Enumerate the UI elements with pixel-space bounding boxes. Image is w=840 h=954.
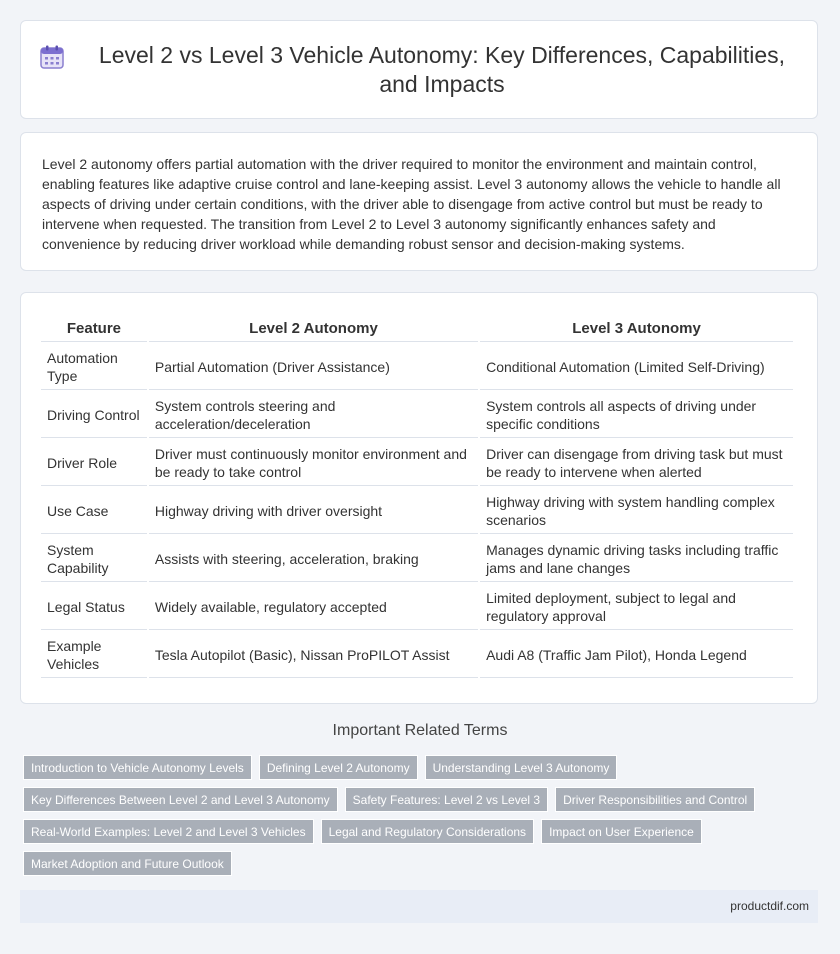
related-term-tag[interactable]: Market Adoption and Future Outlook xyxy=(23,851,232,876)
related-terms-title: Important Related Terms xyxy=(332,722,508,739)
feature-cell: Driving Control xyxy=(41,392,147,438)
table-row xyxy=(41,632,793,678)
level-3-cell: Manages dynamic driving tasks including traffic jams and lane changes xyxy=(480,536,793,582)
feature-cell: Example Vehicles xyxy=(41,632,147,678)
level-3-cell: Limited deployment, subject to legal and regulatory approval xyxy=(480,584,793,630)
feature-cell: Legal Status xyxy=(41,584,147,630)
comparison-table-card xyxy=(20,292,818,704)
related-term-tag[interactable]: Impact on User Experience xyxy=(541,819,702,844)
related-term-tag[interactable]: Understanding Level 3 Autonomy xyxy=(425,755,618,780)
level-3-cell: Highway driving with system handling complex scenarios xyxy=(480,488,793,534)
feature-cell: Use Case xyxy=(41,488,147,534)
level-3-cell: Conditional Automation (Limited Self-Driving) xyxy=(480,344,793,390)
level-2-cell: Highway driving with driver oversight xyxy=(149,488,478,534)
feature-cell: System Capability xyxy=(41,536,147,582)
table-row xyxy=(41,488,793,534)
related-term-tag[interactable]: Key Differences Between Level 2 and Level 3 Autonomy xyxy=(23,787,338,812)
level-3-cell: System controls all aspects of driving under specific conditions xyxy=(480,392,793,438)
related-term-tag[interactable]: Legal and Regulatory Considerations xyxy=(321,819,534,844)
page-title: Level 2 vs Level 3 Vehicle Autonomy: Key Differences, Capabilities, and Impacts xyxy=(98,41,786,97)
level-2-cell: Driver must continuously monitor environment and be ready to take control xyxy=(149,440,478,486)
table-row xyxy=(41,584,793,630)
feature-cell: Automation Type xyxy=(41,344,147,390)
level-2-cell: Partial Automation (Driver Assistance) xyxy=(149,344,478,390)
level-2-cell: Assists with steering, acceleration, braking xyxy=(149,536,478,582)
table-row xyxy=(41,344,793,390)
related-terms-list xyxy=(23,755,813,876)
related-term-tag[interactable]: Defining Level 2 Autonomy xyxy=(259,755,418,780)
table-row xyxy=(41,392,793,438)
header-level-2: Level 2 Autonomy xyxy=(149,315,478,342)
comparison-table xyxy=(39,313,795,680)
related-term-tag[interactable]: Safety Features: Level 2 vs Level 3 xyxy=(345,787,548,812)
related-term-tag[interactable]: Driver Responsibilities and Control xyxy=(555,787,755,812)
header-card xyxy=(20,20,818,119)
table-header-row xyxy=(41,315,793,342)
header-level-3: Level 3 Autonomy xyxy=(480,315,793,342)
header xyxy=(39,41,799,99)
level-2-cell: Tesla Autopilot (Basic), Nissan ProPILOT Assist xyxy=(149,632,478,678)
footer-site-link[interactable]: productdif.com xyxy=(730,899,809,913)
related-term-tag[interactable]: Real-World Examples: Level 2 and Level 3 Vehicles xyxy=(23,819,314,844)
intro-paragraph: Level 2 autonomy offers partial automation with the driver required to monitor the environment and maintain control, enabling features like adaptive cruise control and lane-keeping assist. Level 3 autonomy allows the vehicle to handle all aspects of driving under certain conditions, with the driver able to disengage from active control but must be ready to intervene when requested. The transition from Level 2 to Level 3 autonomy significantly enhances safety and convenience by reducing driver workload while demanding robust sensor and decision-making systems. xyxy=(42,156,781,252)
table-row xyxy=(41,440,793,486)
table-row xyxy=(41,536,793,582)
related-term-tag[interactable]: Introduction to Vehicle Autonomy Levels xyxy=(23,755,252,780)
calendar-icon xyxy=(39,44,65,70)
intro-card xyxy=(20,132,818,271)
footer xyxy=(20,890,818,923)
level-2-cell: System controls steering and acceleration/deceleration xyxy=(149,392,478,438)
level-3-cell: Audi A8 (Traffic Jam Pilot), Honda Legend xyxy=(480,632,793,678)
feature-cell: Driver Role xyxy=(41,440,147,486)
header-feature: Feature xyxy=(41,315,147,342)
level-3-cell: Driver can disengage from driving task but must be ready to intervene when alerted xyxy=(480,440,793,486)
level-2-cell: Widely available, regulatory accepted xyxy=(149,584,478,630)
